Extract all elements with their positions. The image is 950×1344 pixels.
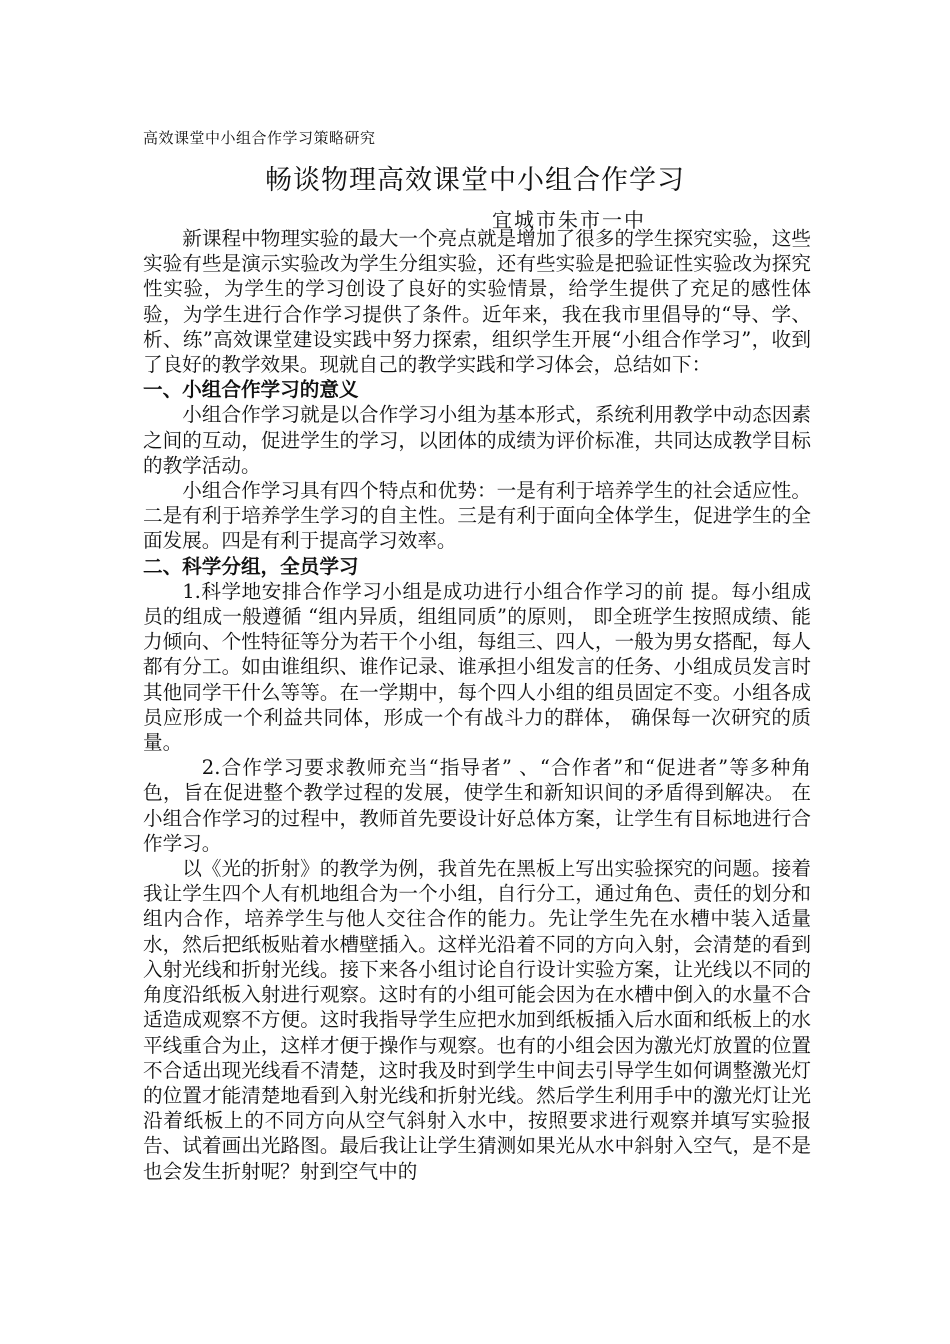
intro-paragraph: 新课程中物理实验的最大一个亮点就是增加了很多的学生探究实验，这些实验有些是演示实验改为学生分组实验，还有些实验是把验证性实验改为探究性实验，为学生的学习创设了良好的实验情景，给学生提供了充足的感性体验，为学生进行合作学习提供了条件。近年来，我在我市里倡导的“导、学、析、练”高效课堂建设实践中努力探索，组织学生开展“小组合作学习”，收到了良好的教学效果。现就自己的教学实践和学习体会，总结如下：: [143, 227, 811, 377]
section2-paragraph-1: 1.科学地安排合作学习小组是成功进行小组合作学习的前 提。每小组成员的组成一般遵循 “组内异质，组组同质”的原则， 即全班学生按照成绩、能力倾向、个性特征等分为若干个小组，每组三、四人，一般为男女搭配，每人都有分工。如由谁组织、谁作记录、谁承担小组发言的任务、小组成员发言时其他同学干什么等等。在一学期中，每个四人小组的组员固定不变。小组各成员应形成一个利益共同体，形成一个有战斗力的群体， 确保每一次研究的质量。: [143, 579, 811, 755]
section2-paragraph-3: 以《光的折射》的教学为例，我首先在黑板上写出实验探究的问题。接着我让学生四个人有机地组合为一个小组，自行分工，通过角色、责任的划分和组内合作，培养学生与他人交往合作的能力。先让学生先在水槽中装入适量水，然后把纸板贴着水槽壁插入。这样光沿着不同的方向入射，会清楚的看到入射光线和折射光线。接下来各小组讨论自行设计实验方案，让光线以不同的角度沿纸板入射进行观察。这时有的小组可能会因为在水槽中倒入的水量不合适造成观察不方便。这时我指导学生应把水加到纸板插入后水面和纸板上的水平线重合为止，这样才便于操作与观察。也有的小组会因为激光灯放置的位置不合适出现光线看不清楚，这时我及时到学生中间去引导学生如何调整激光灯的位置才能清楚地看到入射光线和折射光线。然后学生利用手中的激光灯让光沿着纸板上的不同方向从空气斜射入水中，按照要求进行观察并填写实验报告、试着画出光路图。最后我让让学生猜测如果光从水中斜射入空气，是不是也会发生折射呢？射到空气中的: [143, 857, 811, 1183]
section-heading-2: 二、科学分组，全员学习: [143, 554, 359, 578]
document-body: [143, 226, 811, 1184]
section2-paragraph-2: 2.合作学习要求教师充当“指导者” 、“合作者”和“促进者”等多种角色，旨在促进整个教学过程的发展，使学生和新知识间的矛盾得到解决。 在小组合作学习的过程中，教师首先要设计好总体方案，让学生有目标地进行合作学习。: [143, 756, 811, 855]
running-header: 高效课堂中小组合作学习策略研究: [143, 129, 376, 147]
section-heading-1: 一、小组合作学习的意义: [143, 378, 359, 402]
section1-paragraph-1: 小组合作学习就是以合作学习小组为基本形式，系统利用教学中动态因素之间的互动，促进学生的学习，以团体的成绩为评价标准，共同达成教学目标的教学活动。: [143, 403, 811, 477]
author-affiliation: 宜城市朱市一中: [492, 208, 646, 232]
section1-paragraph-2: 小组合作学习具有四个特点和优势：一是有利于培养学生的社会适应性。二是有利于培养学生学习的自主性。三是有利于面向全体学生，促进学生的全面发展。四是有利于提高学习效率。: [143, 479, 811, 553]
document-title: 畅谈物理高效课堂中小组合作学习: [265, 165, 685, 196]
